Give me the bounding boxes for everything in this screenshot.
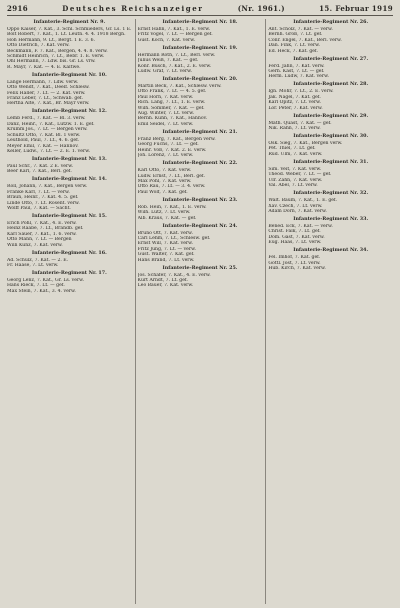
list-item: Ad. Schulz, 7. Kat. — 2. E. xyxy=(7,257,69,263)
list-item: Karl Opitz, 7. Lt. verw. xyxy=(268,100,322,106)
list-item: Karl Otto, 7. Kat. verw. xyxy=(137,168,192,174)
section-heading: Infanterie-Regiment Nr. 12. xyxy=(31,108,107,115)
list-item: Nik. Rahn, 7. Lt. verw. xyxy=(268,126,321,132)
list-item: Ohl Hermann, 7. Ldw. bis. Gr. Ls. vrw. xyxy=(7,59,96,65)
section-heading: Infanterie-Regiment Nr. 22. xyxy=(162,160,238,167)
issue-number: (Nr. 1961.) xyxy=(237,4,285,13)
list-section xyxy=(7,157,132,175)
list-item: Pet. Thiel, 7. Lt. gef. xyxy=(268,146,316,152)
section-heading: Infanterie-Regiment Nr. 34. xyxy=(293,247,369,254)
list-item: Max Stein, 7. Kat., 3. 4. verw. xyxy=(7,288,76,294)
list-item: Bernh. Kühn, 7. Kat., Hannov. xyxy=(137,116,208,122)
list-section xyxy=(268,191,393,214)
list-item: Otto Wendt, 7. Kat., Deelf. Schlesw. xyxy=(7,85,90,91)
list-item: Conr. Engel, 7. Kat., Berl. verw. xyxy=(268,37,342,43)
list-section xyxy=(7,20,132,70)
list-section xyxy=(7,251,132,269)
list-item: Franz Berg, 7. Kat., Bergen verw. xyxy=(137,136,216,142)
section-heading: Infanterie-Regiment Nr. 10. xyxy=(31,71,107,78)
columns-container xyxy=(7,19,393,604)
list-item: Linde Otto, 7. Lt. Rosent. verw. xyxy=(7,200,80,206)
list-item: Hans Brand, 7. Lt. verw. xyxy=(137,257,195,263)
list-section xyxy=(268,57,393,80)
list-item: Herm. Ludw, 7. Kat. verw. xyxy=(268,74,329,80)
list-item: Julius Weiß, 7. Kat. — gef. xyxy=(137,58,199,64)
list-section xyxy=(7,177,132,211)
list-item: Jos. Schäfer, 7. Kat., 4. E. verw. xyxy=(137,272,211,278)
section-heading: Infanterie-Regiment Nr. 29. xyxy=(293,112,369,119)
list-item: Osk. Sieg, 7. Kat., Bergen verw. xyxy=(268,141,343,147)
list-item: Bernh. Groß, 7. Lt. gef. xyxy=(268,32,323,38)
list-item: Heinz Raabe, 7. Lt., Brandb. gef. xyxy=(7,226,84,232)
list-section xyxy=(268,160,393,189)
section-heading: Infanterie-Regiment Nr. 26. xyxy=(293,19,369,25)
list-item: Max Pohl, 7. Kat. verw. xyxy=(137,178,192,184)
list-item: Hub. Kirch, 7. Kat. verw. xyxy=(268,265,326,271)
list-item: Gerh. Kast, 7. Lt. — gef. xyxy=(268,69,325,75)
list-item: Christ. Falk, 7. Lt. gef. xyxy=(268,229,321,235)
list-item: Meyer Emil, 7. Kat. — Hannov. xyxy=(7,143,79,149)
list-section xyxy=(268,217,393,246)
list-item: Otto Mann, 7. Lt. — Bergen xyxy=(7,237,72,243)
list-item: Felix Haller, 7. Lt. — 2. Kat. verw. xyxy=(7,90,86,96)
list-section xyxy=(138,46,263,75)
list-item: Hoh Hermann, 9. Lt., Bergt. 1 E. 3. 6. xyxy=(7,37,96,43)
list-item: Eug. Haas, 7. Lt. verw. xyxy=(268,240,322,246)
list-item: Ign. Mohr, 7. Lt., 2. E. verw. xyxy=(268,89,334,95)
list-item: Adam Dorn, 7. Kat. verw. xyxy=(268,208,327,214)
list-item: Georg Fuchs, 7. Lt. — gef. xyxy=(137,142,199,148)
list-item: Georg Lenz, 7. Kat., Gr. Ls. verw. xyxy=(7,277,85,283)
list-item: Aug. Winter, 7. Lt. verw. xyxy=(137,111,195,117)
list-item: Emil Seidel, 7. Lt. verw. xyxy=(137,121,194,127)
section-heading: Infanterie-Regiment Nr. 31. xyxy=(293,158,369,165)
section-heading: Infanterie-Regiment Nr. 33. xyxy=(293,215,369,222)
section-heading: Infanterie-Regiment Nr. 17. xyxy=(31,269,107,276)
list-item: Erich Pohl, 7. Kat., 4. E. verw. xyxy=(7,220,77,226)
column-3 xyxy=(265,19,393,604)
list-item: Fr. Haase, 7. Lt. verw. xyxy=(7,262,59,268)
list-section xyxy=(268,134,393,157)
list-item: Dan. Fink, 7. Lt. verw. xyxy=(268,43,320,49)
list-item: Schmidt Heinrich, 7. Lt., Bebr. 1. E. verw. xyxy=(7,54,105,60)
section-heading: Infanterie-Regiment Nr. 27. xyxy=(293,55,369,62)
list-item: Dom. Gast, 7. Kat. verw. xyxy=(268,234,325,240)
list-item: Joh. Lorenz, 7. Lt. verw. xyxy=(137,153,194,159)
list-item: Beckmann, F. 7. Kat., Bergen, 4. 4. 8. verw. xyxy=(7,48,108,54)
list-item: Val. Abel, 7. Lt. verw. xyxy=(268,183,318,189)
list-item: Bolt Robert, 7. Kat., 1. Lt. Leutn. 4. 4. 1918 Bergh. xyxy=(7,32,126,38)
list-item: Ulr. Zahn, 7. Kat. verw. xyxy=(268,177,323,183)
list-item: Carl Lehm, 7. Lt., Schlesw. gef. xyxy=(137,235,211,241)
page-number: 2916 xyxy=(7,4,29,13)
list-item: Paul Horn, 7. Kat. verw. xyxy=(137,94,194,100)
list-item: Heinr. Voß, 7. Kat. 2. E. verw. xyxy=(137,147,207,153)
list-item: Walt. Baum, 7. Kat., 1. E. gef. xyxy=(268,198,338,204)
section-heading: Infanterie-Regiment Nr. 24. xyxy=(162,222,238,229)
list-item: R. Mayr, 7. Kat. — 4. E. Kaltwe. xyxy=(7,64,81,70)
list-section xyxy=(7,214,132,248)
list-item: Lor. Peter, 7. Kat. verw. xyxy=(268,105,323,111)
section-heading: Infanterie-Regiment Nr. 9. xyxy=(33,19,106,25)
list-item: Sim. Veit, 7. Kat. verw. xyxy=(268,166,322,172)
list-item: Lange Hermann, 7. Ldw. verw. xyxy=(7,79,79,85)
list-item: Oppo Kaiser, 7. Kat., 3. Schl. Schmieders, Gr. Ls. 1 E. xyxy=(7,27,132,32)
list-item: Rich. Lang, 7. Lt., 1. E. verw. xyxy=(137,100,206,106)
list-item: Otto Rau, 7. Lt. — 3. 4. verw. xyxy=(137,184,206,190)
list-item: Ernst Will, 7. Kat. verw. xyxy=(137,241,193,247)
section-heading: Infanterie-Regiment Nr. 32. xyxy=(293,190,369,197)
list-section xyxy=(138,266,263,289)
list-item: Konr. Busch, 7. Kat., 2. E. verw. xyxy=(137,63,212,69)
list-item: Bruno Ott, 7. Kat. verw. xyxy=(137,230,193,236)
list-item: Leo Bauer, 7. Kat. verw. xyxy=(137,283,194,289)
page-header xyxy=(7,4,393,16)
section-heading: Infanterie-Regiment Nr. 30. xyxy=(293,133,369,140)
list-item: Ant. Scholz, 7. Kat. — verw. xyxy=(268,27,333,32)
list-item: Ludw. Graf, 7. Lt. verw. xyxy=(137,69,193,75)
list-item: Xav. Czech, 7. Lt. verw. xyxy=(268,203,323,209)
list-item: Danz, Heinr., 7. Kat., Lutzw. 1. E. gef. xyxy=(7,121,95,127)
list-item: Schultz Otto, 7. Kat. Bl. 1 verw. xyxy=(7,132,81,138)
list-item: Alb. Kraus, 7. Kat. — gef. xyxy=(137,215,197,221)
list-section xyxy=(268,82,393,111)
list-item: Gust. Walter, 7. Kat. gef. xyxy=(137,252,195,258)
section-heading: Infanterie-Regiment Nr. 18. xyxy=(162,19,238,25)
list-item: Hans Rieck, 7. Lt. — gef. xyxy=(7,283,65,289)
list-item: Wolff Paul, 7. Kat. — Sacht. xyxy=(7,205,71,211)
list-section xyxy=(268,248,393,271)
list-item: Ferd. Jahn, 7. Kat. verw. xyxy=(268,63,325,69)
list-item: Ernst Hahn, 7. Kat., 1. E. verw. xyxy=(137,27,211,32)
section-heading: Infanterie-Regiment Nr. 13. xyxy=(31,155,107,162)
section-heading: Infanterie-Regiment Nr. 15. xyxy=(31,212,107,219)
section-heading: Infanterie-Regiment Nr. 25. xyxy=(162,264,238,271)
list-section xyxy=(268,20,393,54)
list-section xyxy=(7,271,132,294)
list-section xyxy=(138,224,263,263)
list-item: Braun, Heinr., 7. Kat. 4. 5. gef. xyxy=(7,195,79,201)
list-item: Bened. Eck, 7. Kat. — verw. xyxy=(268,223,333,229)
section-heading: Infanterie-Regiment Nr. 21. xyxy=(162,128,238,135)
list-item: Lemb Ferd., 7. Kat. — Bl. 3. verw. xyxy=(7,116,86,122)
list-section xyxy=(138,161,263,195)
section-heading: Infanterie-Regiment Nr. 16. xyxy=(31,249,107,256)
list-item: Fritz Jung, 7. Lt. — verw. xyxy=(137,246,196,252)
section-heading: Infanterie-Regiment Nr. 28. xyxy=(293,81,369,88)
list-item: Wilh. Sommer, 7. Kat. — gef. xyxy=(137,105,205,111)
list-item: Franz Leber, 7. Lt., Schwab. gef. xyxy=(7,96,83,102)
list-item: Fritz Vogel, 7. Lt. — Bergen gef. xyxy=(137,32,213,38)
list-item: Otto Frank, 7. Lt. — 4. 5. gef. xyxy=(137,89,207,95)
section-heading: Infanterie-Regiment Nr. 23. xyxy=(162,196,238,203)
list-item: Karl Sauer, 7. Kat., 1. 6. verw. xyxy=(7,231,77,237)
list-section xyxy=(138,198,263,221)
list-item: Paul Schr., 7. Kat. 2 E. verw. xyxy=(7,163,74,169)
list-item: Fel. Imhof, 7. Kat. gef. xyxy=(268,255,321,261)
list-item: Theod. Weber, 7. Lt. — gef. xyxy=(268,172,332,178)
list-section xyxy=(138,130,263,159)
list-section xyxy=(7,73,132,107)
section-heading: Infanterie-Regiment Nr. 20. xyxy=(162,76,238,83)
list-item: Rob. Hein, 7. Kat., 1. E. verw. xyxy=(137,204,207,210)
column-1 xyxy=(7,19,132,604)
list-section xyxy=(138,77,263,127)
list-section xyxy=(268,114,393,132)
list-item: Paul Wolf, 7. Kat. gef. xyxy=(137,189,188,195)
list-item: Jak. Nagel, 7. Kat. gef. xyxy=(268,94,321,100)
section-heading: Infanterie-Regiment Nr. 19. xyxy=(162,44,238,51)
issue-date: 15. Februar 1919 xyxy=(319,4,393,13)
list-item: Willi Kunz, 7. Kat. verw. xyxy=(7,242,63,248)
list-item: Franke Karl, 7. Lt. — verw. xyxy=(7,189,70,195)
list-item: Roll, Johann, 7. Kat., Bergen verw. xyxy=(7,184,88,190)
list-section xyxy=(138,20,263,43)
list-item: Keller, Ludw., 7. Lt. — 2. E. 1. verw. xyxy=(7,148,91,154)
list-item: Wilh. Lutz, 7. Lt. verw. xyxy=(137,210,191,216)
list-item: Beer Karl, 7. Kat., Berl. gef. xyxy=(7,169,72,175)
list-item: Gottl. Jost, 7. Lt. verw. xyxy=(268,260,321,266)
list-item: Kurt Arndt, 7. Lt. gef. xyxy=(137,277,188,283)
list-item: Ed. Heck, 7. Kat. gef. xyxy=(268,48,318,54)
list-item: Math. Quast, 7. Kat. — gef. xyxy=(268,120,332,126)
list-item: Rud. Ulm, 7. Kat. verw. xyxy=(268,151,323,157)
list-item: Hertha Alte, 7. Kat., Br. Mayr verw. xyxy=(7,101,90,107)
list-item: Martin Beck, 7. Kat., Schlesw. verw. xyxy=(137,84,222,90)
column-2 xyxy=(135,19,263,604)
list-item: Krumm Jos., 7. Lt. — Bergen verw. xyxy=(7,127,88,133)
list-section xyxy=(7,109,132,154)
section-heading: Infanterie-Regiment Nr. 14. xyxy=(31,176,107,183)
list-item: Gust. Koch, 7. Kat. verw. xyxy=(137,37,196,43)
list-item: Hermann Roth, 7. Lt., Berl. verw. xyxy=(137,52,216,58)
list-item: Ludw. Ernst, 7. Lt., Berl. gef. xyxy=(137,173,206,179)
list-item: Otto Dietrich, 7. Kat. verw. xyxy=(7,43,70,49)
list-item: Leuthold, Paul, 7. Lt., 4. 6. gef. xyxy=(7,138,80,144)
publication-title: Deutsches Reichsanzeiger xyxy=(62,4,204,13)
